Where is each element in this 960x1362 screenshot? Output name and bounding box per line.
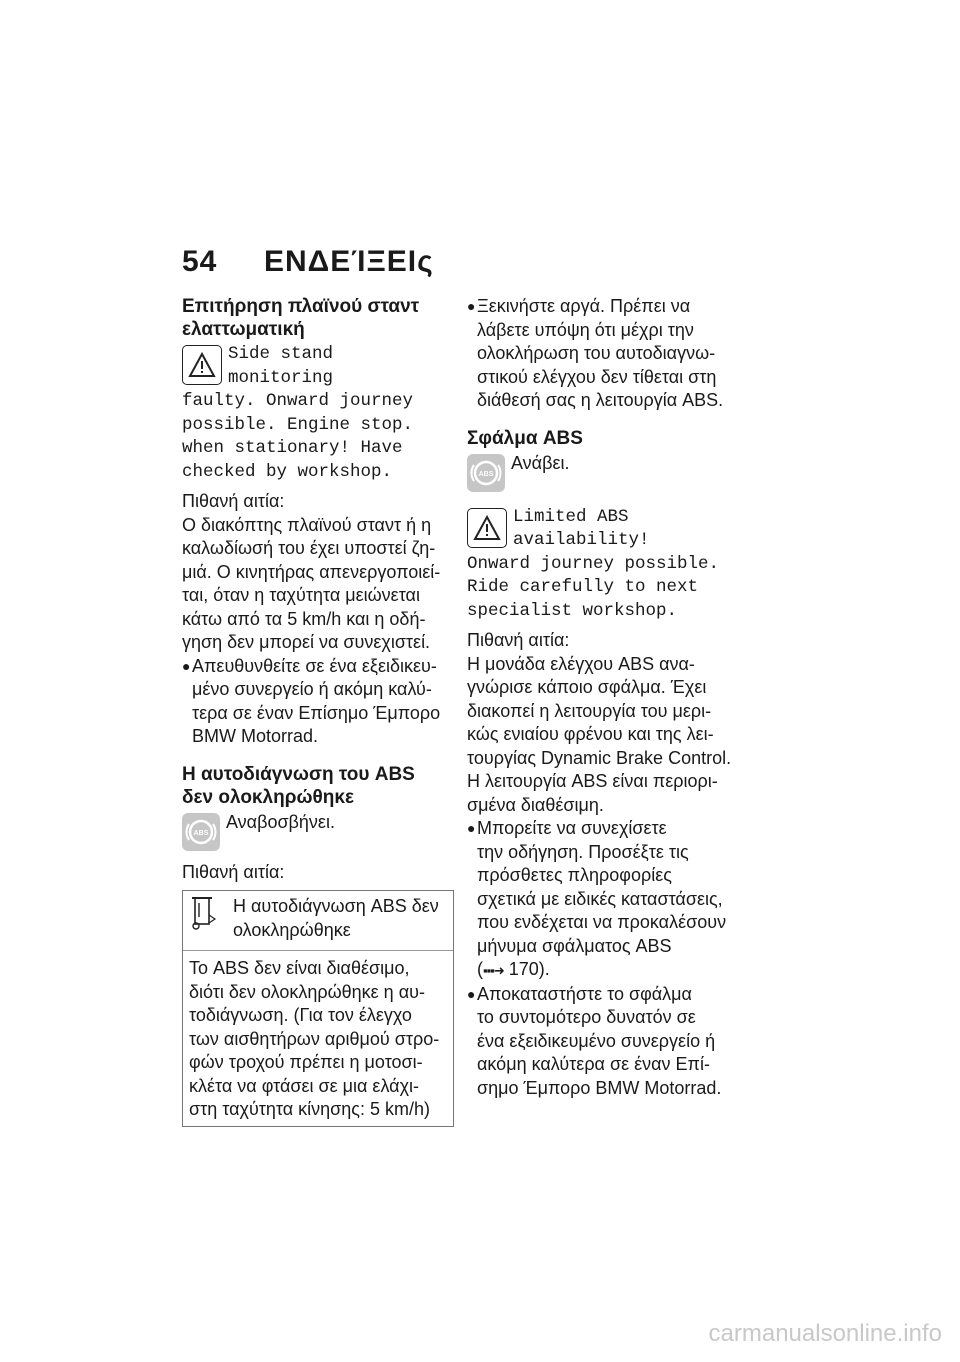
note-info-icon: [189, 895, 229, 942]
note-body: Το ABS δεν είναι διαθέσιμο, διότι δεν ολοκληρώθηκε η αυ- τοδιάγνωση. (Για τον έλεγχο των αισθητήρων αριθμού στρο- φών τροχού πρέπει η μοτοσι- κλέτα να φτάσει σε μια ελάχι- στη ταχύτητα κίνησης: 5 km/h): [189, 958, 440, 1119]
section-abs-selfdiag-title: Η αυτοδιάγνωση του ABS δεν ολοκληρώθηκε: [182, 763, 415, 808]
note-box: [182, 890, 454, 1127]
chapter-title: ΕΝΔΕΊΞΕΙς: [264, 245, 434, 278]
cause-text: Η μονάδα ελέγχου ABS ανα- γνώρισε κάποιο σφάλμα. Έχει διακοπεί η λειτουργία του μερι- κώς ενιαίου φρένου και της λει- τουργίας Dynamic Brake Control. Η λειτουργία ABS είναι περιορι- σμένα διαθέσιμη.: [467, 653, 732, 815]
bullet-item: ● Μπορείτε να συνεχίσετε την οδήγηση. Προσέξτε τις πρόσθετες πληροφορίες σχετικά με ειδικές καταστάσεις, που ενδέχεται να προκαλέσουν μήνυμα σφάλματος ABS (▪▪▪➜ 170).: [467, 817, 752, 983]
bullet-icon: ●: [467, 985, 476, 1002]
watermark: carmanualsonline.info: [708, 1320, 942, 1347]
abs-indicator-status: Ανάβει.: [511, 452, 570, 473]
cause-text: Ο διακόπτης πλαϊνού σταντ ή η καλωδίωσή του έχει υποστεί ζη- μιά. Ο κινητήρας απενεργοποιεί- ται, όταν η ταχύτητα μειώνεται κάτω από τα 5 km/h και η οδή- γηση δεν μπορεί να συνεχιστεί.: [182, 514, 441, 652]
bullet-item: ● Αποκαταστήστε το σφάλμα το συντομότερο δυνατόν σε ένα εξειδικευμένο συνεργείο ή ακόμη καλύτερα σε έναν Επί- σημο Έμπορο BMW Motorrad.: [467, 983, 752, 1101]
svg-text:ABS: ABS: [478, 470, 494, 478]
cause-label: Πιθανή αιτία:: [467, 630, 570, 650]
bullet-item: ● Ξεκινήστε αργά. Πρέπει να λάβετε υπόψη ότι μέχρι την ολοκλήρωση του αυτοδιαγνω- στικού ελέγχου δεν τίθεται στη διάθεσή σας η λειτουργία ABS.: [467, 295, 752, 413]
abs-limited-message-tail: Onward journey possible. Ride carefully to next specialist workshop.: [467, 553, 720, 621]
section-side-stand-title: Επιτήρηση πλαϊνού σταντ ελαττωματική: [182, 296, 420, 340]
abs-limited-message-head: Limited ABS availability!: [513, 506, 650, 550]
section-abs-fault-title: Σφάλμα ABS: [467, 427, 583, 449]
page-reference-arrow-icon: ▪▪▪➜: [483, 963, 504, 978]
page-number: 54: [182, 245, 218, 278]
cause-label: Πιθανή αιτία:: [182, 861, 285, 882]
abs-limited-message: [467, 506, 752, 553]
right-column: [467, 295, 752, 1100]
page-header: [182, 245, 434, 279]
abs-warning-icon: [467, 454, 505, 492]
svg-text:ABS: ABS: [193, 829, 209, 837]
bullet-icon: ●: [182, 657, 191, 674]
side-stand-message: [182, 343, 454, 390]
bullet-icon: ●: [467, 298, 476, 314]
cause-label: Πιθανή αιτία:: [182, 491, 285, 511]
bullet-item: ● Απευθυνθείτε σε ένα εξειδικευ- μένο συνεργείο ή ακόμη καλύ- τερα σε έναν Επίσημο Έμπορο BMW Motorrad.: [182, 655, 454, 749]
abs-indicator-row: [467, 452, 752, 492]
warning-triangle-icon: [467, 508, 507, 548]
side-stand-message-head: Side stand monitoring: [228, 344, 334, 388]
left-column: [182, 295, 454, 1127]
abs-indicator-status: Αναβοσβήνει.: [226, 811, 335, 832]
side-stand-message-tail: faulty. Onward journey possible. Engine stop. when stationary! Have checked by workshop.: [182, 391, 414, 482]
abs-indicator-row: [182, 811, 454, 851]
note-header: Η αυτοδιάγνωση ABS δεν ολοκληρώθηκε: [183, 891, 453, 951]
bullet-icon: ●: [467, 820, 476, 836]
page-reference[interactable]: 170).: [508, 959, 550, 979]
warning-triangle-icon: [182, 345, 222, 385]
abs-warning-icon: [182, 813, 220, 851]
